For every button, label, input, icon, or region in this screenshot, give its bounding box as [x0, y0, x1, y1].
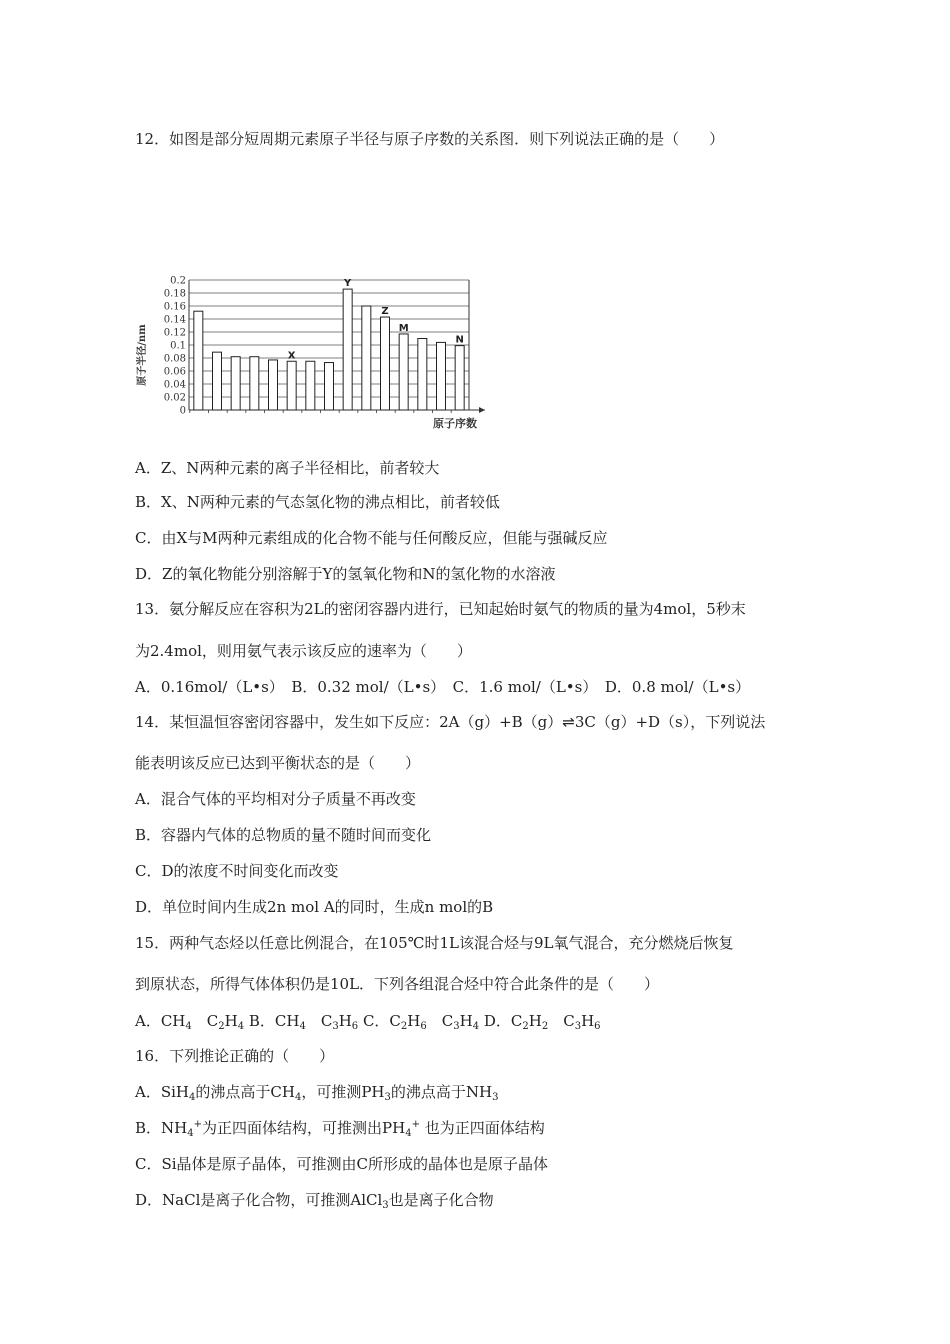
y-tick-label: 0.02: [163, 392, 186, 404]
q14-line1: 14．某恒温恒容密闭容器中，发生如下反应：2A（g）+B（g）⇌3C（g）+D（s），下列说法: [135, 713, 766, 731]
bar: [306, 361, 315, 410]
bar: [381, 317, 390, 410]
bar: [455, 346, 464, 410]
bar: [213, 352, 222, 410]
q12-stem: 12．如图是部分短周期元素原子半径与原子序数的关系图．则下列说法正确的是（ ）: [135, 130, 725, 148]
y-tick-label: 0.16: [163, 301, 186, 313]
q16-option-b: B．$NH_4^+$为正四面体结构，可推测出$PH_4^+$ 也为正四面体结构: [135, 1119, 545, 1139]
atomic-radius-chart: [135, 270, 495, 435]
q16-option-c: C．Si晶体是原子晶体，可推测由C所形成的晶体也是原子晶体: [135, 1155, 549, 1173]
bar: [437, 342, 446, 410]
bar-label: X: [287, 350, 296, 362]
q13-options: A．0.16mol/（L•s） B．0.32 mol/（L•s） C．1.6 mol/（L•s） D．0.8 mol/（L•s）: [135, 678, 751, 696]
q15-line2: 到原状态，所得气体体积仍是10L．下列各组混合烃中符合此条件的是（ ）: [135, 975, 660, 993]
y-tick-label: 0: [179, 405, 186, 417]
bar: [287, 361, 296, 410]
bar-label: Y: [344, 278, 352, 290]
y-tick-label: 0.12: [163, 327, 186, 339]
q15-line1: 15．两种气态烃以任意比例混合，在105℃时1L该混合烃与9L氧气混合，充分燃烧后恢复: [135, 934, 734, 952]
bar: [269, 360, 278, 410]
bar: [194, 311, 203, 410]
y-tick-label: 0.2: [170, 275, 186, 287]
chart-ylabel: 原子半径/nm: [137, 324, 148, 386]
y-tick-label: 0.14: [163, 314, 186, 326]
chart-xlabel: 原子序数: [433, 417, 477, 430]
q16-stem: 16．下列推论正确的（ ）: [135, 1047, 335, 1065]
bar-label: Z: [381, 306, 389, 318]
q15-options: A．$CH_4$ $C_2H_4$ B．$CH_4$ $C_3H_6$ C．$C_2H_6$ $C_3H_4$ D．$C_2H_2$ $C_3H_6$: [135, 1012, 601, 1032]
y-tick-label: 0.04: [163, 379, 186, 391]
q16-option-d: D．NaCl是离子化合物，可推测AlCl$_3$也是离子化合物: [135, 1191, 494, 1211]
bar-label: M: [398, 322, 409, 334]
y-tick-label: 0.18: [163, 288, 186, 300]
q12-option-b: B．X、N两种元素的气态氢化物的沸点相比，前者较低: [135, 493, 500, 511]
q16-option-a: A．SiH$_4$的沸点高于$CH_4$，可推测$PH_3$的沸点高于$NH_3$: [135, 1083, 499, 1103]
bar-label: N: [455, 334, 464, 346]
q14-option-d: D．单位时间内生成2n mol A的同时，生成n mol的B: [135, 898, 494, 916]
bar: [231, 357, 240, 410]
q14-option-b: B．容器内气体的总物质的量不随时间而变化: [135, 826, 432, 844]
q14-option-c: C．D的浓度不时间变化而改变: [135, 862, 339, 880]
q13-line1: 13．氨分解反应在容积为2L的密闭容器内进行，已知起始时氨气的物质的量为4mol，5秒末: [135, 600, 746, 618]
bar: [325, 363, 334, 410]
bar: [362, 306, 371, 410]
y-tick-label: 0.06: [163, 366, 186, 378]
bar: [343, 289, 352, 410]
q12-option-c: C．由X与M两种元素组成的化合物不能与任何酸反应，但能与强碱反应: [135, 529, 608, 547]
equilibrium-arrow: ⇌: [562, 713, 575, 731]
bar: [250, 357, 259, 410]
y-tick-label: 0.1: [170, 340, 186, 352]
y-tick-label: 0.08: [163, 353, 186, 365]
q14-option-a: A．混合气体的平均相对分子质量不再改变: [135, 790, 416, 808]
bar: [418, 339, 427, 411]
q12-option-d: D．Z的氧化物能分别溶解于Y的氢氧化物和N的氢化物的水溶液: [135, 565, 556, 583]
q14-line2: 能表明该反应已达到平衡状态的是（ ）: [135, 754, 421, 772]
bar: [399, 334, 408, 410]
q12-option-a: A．Z、N两种元素的离子半径相比，前者较大: [135, 459, 440, 477]
q13-line2: 为2.4mol，则用氨气表示该反应的速率为（ ）: [135, 642, 472, 660]
x-axis-arrow: [479, 407, 485, 413]
